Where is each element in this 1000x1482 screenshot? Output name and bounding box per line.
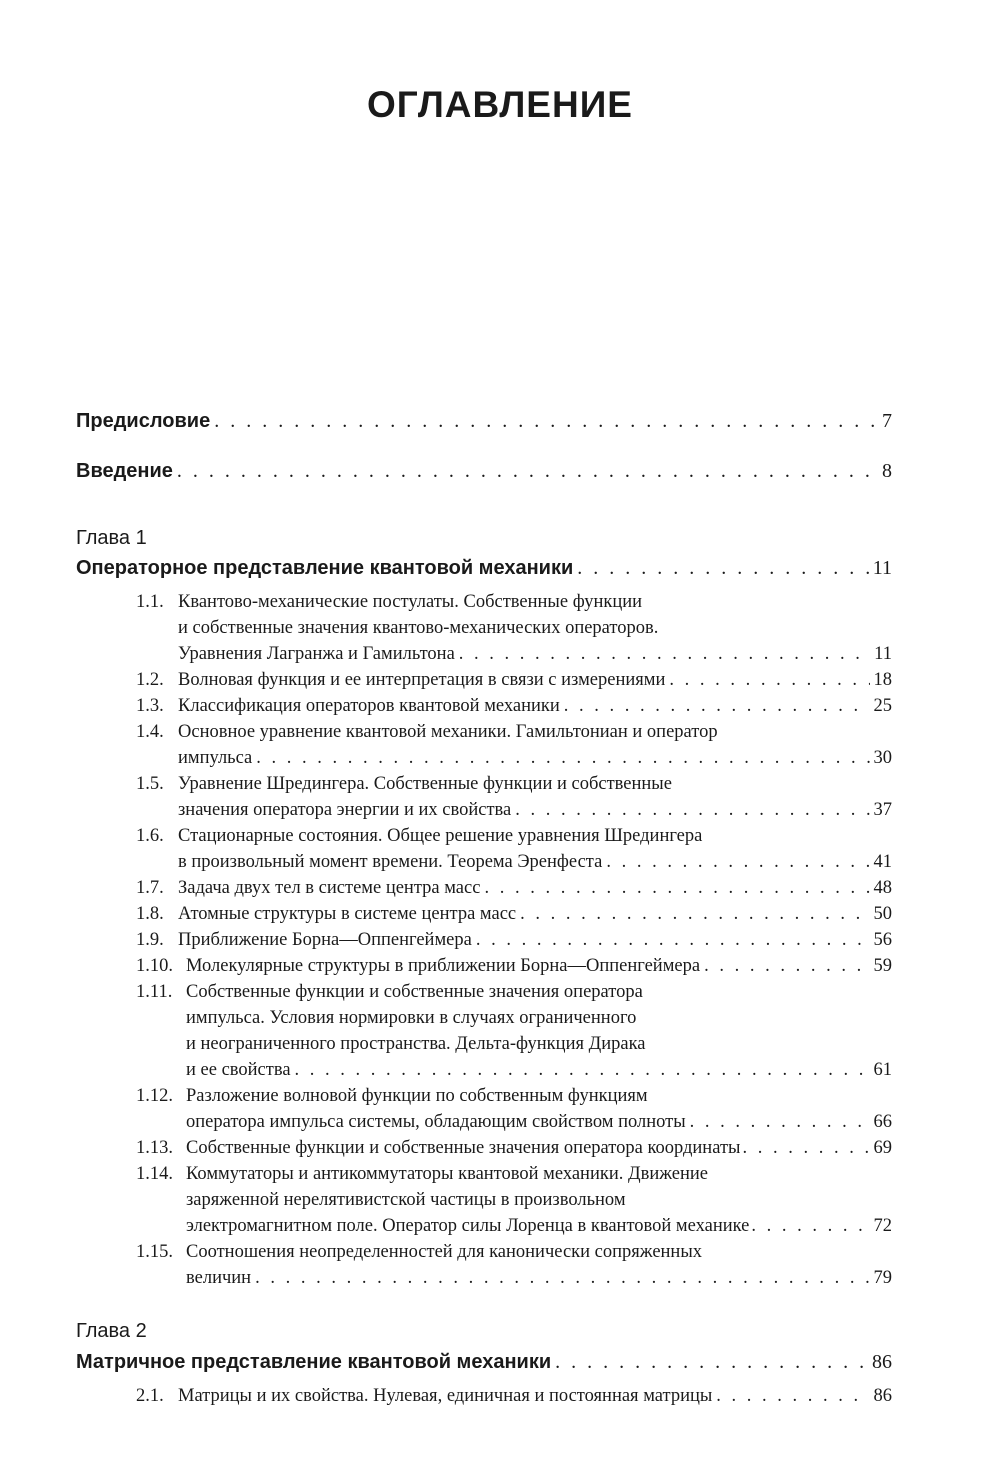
section-line: Волновая функция и ее интерпретация в связи с измерениями — [178, 670, 666, 690]
section-line: Приближение Борна—Оппенгеймера — [178, 930, 472, 950]
section-line: Стационарные состояния. Общее решение уравнения Шредингера — [178, 826, 703, 846]
dot-leader — [515, 797, 869, 823]
section-line: заряженной нерелятивистской частицы в произвольном — [186, 1190, 626, 1210]
dot-leader — [177, 458, 878, 484]
dot-leader — [564, 693, 870, 719]
dot-leader — [690, 1109, 870, 1135]
dot-leader — [255, 1265, 869, 1291]
dot-leader — [751, 1213, 871, 1239]
entry-page: 79 — [873, 1268, 892, 1288]
section-line: Молекулярные структуры в приближении Борна—Оппенгеймера — [186, 956, 701, 976]
toc-entry-chapter-1[interactable] — [76, 555, 892, 581]
section-line: импульса. Условия нормировки в случаях ограниченного — [186, 1008, 637, 1028]
toc-entry-preface[interactable] — [76, 408, 892, 434]
section-line: Атомные структуры в системе центра масс — [178, 904, 517, 924]
section-number: 1.15. — [136, 1242, 173, 1262]
dot-leader — [214, 408, 878, 434]
page-title: ОГЛАВЛЕНИЕ — [367, 84, 633, 125]
section-line: Квантово-механические постулаты. Собственные функции — [178, 592, 643, 612]
entry-page: 72 — [873, 1216, 892, 1236]
section-last-line — [186, 1109, 892, 1135]
dot-leader — [459, 641, 870, 667]
section-last-line — [186, 1265, 892, 1291]
section-number: 1.9. — [136, 930, 164, 950]
dot-leader — [742, 1135, 871, 1161]
section-line: Собственные функции и собственные значения оператора — [186, 982, 643, 1002]
section-line: Собственные функции и собственные значения оператора координаты — [186, 1138, 741, 1158]
section-line: и ее свойства — [186, 1060, 291, 1080]
section-last-line — [186, 1213, 892, 1239]
entry-page: 61 — [873, 1060, 892, 1080]
section-line: Уравнения Лагранжа и Гамильтона — [178, 644, 455, 664]
dot-leader — [256, 745, 869, 771]
entry-page: 48 — [873, 878, 892, 898]
section-line: и неограниченного пространства. Дельта-функция Дирака — [186, 1034, 646, 1054]
entry-page: 37 — [873, 800, 892, 820]
section-line: Коммутаторы и антикоммутаторы квантовой механики. Движение — [186, 1164, 709, 1184]
entry-page: 18 — [873, 670, 892, 690]
dot-leader — [555, 1349, 868, 1375]
dot-leader — [484, 875, 869, 901]
section-number: 1.3. — [136, 696, 164, 716]
toc-section-1-14[interactable] — [136, 1161, 708, 1187]
toc-section-2-1[interactable] — [136, 1383, 892, 1409]
toc-section-1-10[interactable] — [136, 953, 892, 979]
section-line: электромагнитном поле. Оператор силы Лоренца в квантовой механике — [186, 1216, 750, 1236]
toc-section-1-9[interactable] — [136, 927, 892, 953]
section-line: Уравнение Шредингера. Собственные функции и собственные — [178, 774, 672, 794]
toc-section-1-12[interactable] — [136, 1083, 648, 1109]
entry-page: 69 — [873, 1138, 892, 1158]
entry-label: Введение — [76, 460, 173, 482]
dot-leader — [295, 1057, 870, 1083]
dot-leader — [520, 901, 869, 927]
entry-page: 41 — [873, 852, 892, 872]
dot-leader — [716, 1383, 869, 1409]
entry-page: 56 — [873, 930, 892, 950]
entry-page: 59 — [873, 956, 892, 976]
dot-leader — [704, 953, 869, 979]
toc-section-1-2[interactable] — [136, 667, 892, 693]
chapter-label: Глава 2 — [76, 1320, 147, 1342]
dot-leader — [606, 849, 869, 875]
section-line: Разложение волновой функции по собственным функциям — [186, 1086, 648, 1106]
toc-section-1-11[interactable] — [136, 979, 643, 1005]
toc-section-1-5[interactable] — [136, 771, 672, 797]
entry-page: 11 — [872, 557, 892, 579]
entry-page: 7 — [882, 410, 892, 432]
section-number: 1.10. — [136, 956, 173, 976]
section-line: значения оператора энергии и их свойства — [178, 800, 512, 820]
toc-section-1-7[interactable] — [136, 875, 892, 901]
section-last-line — [186, 1057, 892, 1083]
section-number: 1.5. — [136, 774, 164, 794]
toc-entry-introduction[interactable] — [76, 458, 892, 484]
entry-page: 8 — [882, 460, 892, 482]
toc-section-1-8[interactable] — [136, 901, 892, 927]
toc-section-1-6[interactable] — [136, 823, 702, 849]
section-last-line — [178, 849, 892, 875]
section-number: 1.12. — [136, 1086, 173, 1106]
section-line: Задача двух тел в системе центра масс — [178, 878, 481, 898]
section-number: 1.4. — [136, 722, 164, 742]
section-line: величин — [186, 1268, 252, 1288]
toc-section-1-13[interactable] — [136, 1135, 892, 1161]
toc-section-1-4[interactable] — [136, 719, 718, 745]
section-line: Соотношения неопределенностей для канонически сопряженных — [186, 1242, 703, 1262]
section-number: 1.7. — [136, 878, 164, 898]
entry-page: 86 — [872, 1351, 892, 1373]
entry-page: 50 — [873, 904, 892, 924]
entry-page: 86 — [873, 1386, 892, 1406]
section-line: в произвольный момент времени. Теорема Эренфеста — [178, 852, 603, 872]
toc-entry-chapter-2[interactable] — [76, 1349, 892, 1375]
section-line: Классификация операторов квантовой механики — [178, 696, 560, 716]
section-number: 1.14. — [136, 1164, 173, 1184]
section-line: оператора импульса системы, обладающим свойством полноты — [186, 1112, 686, 1132]
section-last-line — [178, 641, 892, 667]
section-line: Матрицы и их свойства. Нулевая, единичная и постоянная матрицы — [178, 1386, 713, 1406]
entry-page: 66 — [873, 1112, 892, 1132]
dot-leader — [476, 927, 870, 953]
entry-page: 25 — [873, 696, 892, 716]
toc-section-1-15[interactable] — [136, 1239, 702, 1265]
section-number: 1.11. — [136, 982, 173, 1002]
entry-page: 11 — [874, 644, 892, 664]
entry-label: Предисловие — [76, 410, 211, 432]
section-line: импульса — [178, 748, 253, 768]
chapter-label: Глава 1 — [76, 527, 147, 549]
section-number: 1.6. — [136, 826, 164, 846]
chapter-title: Операторное представление квантовой механики — [76, 557, 574, 579]
section-last-line — [178, 797, 892, 823]
entry-page: 30 — [873, 748, 892, 768]
section-line: и собственные значения квантово-механических операторов. — [178, 618, 659, 638]
section-number: 1.1. — [136, 592, 164, 612]
section-number: 1.13. — [136, 1138, 173, 1158]
toc-section-1-3[interactable] — [136, 693, 892, 719]
section-number: 1.2. — [136, 670, 164, 690]
toc-section-1-1[interactable] — [136, 589, 642, 615]
chapter-title: Матричное представление квантовой механики — [76, 1351, 552, 1373]
section-number: 2.1. — [136, 1386, 164, 1406]
dot-leader — [577, 555, 868, 581]
section-number: 1.8. — [136, 904, 164, 924]
section-line: Основное уравнение квантовой механики. Гамильтониан и оператор — [178, 722, 718, 742]
dot-leader — [669, 667, 869, 693]
section-last-line — [178, 745, 892, 771]
